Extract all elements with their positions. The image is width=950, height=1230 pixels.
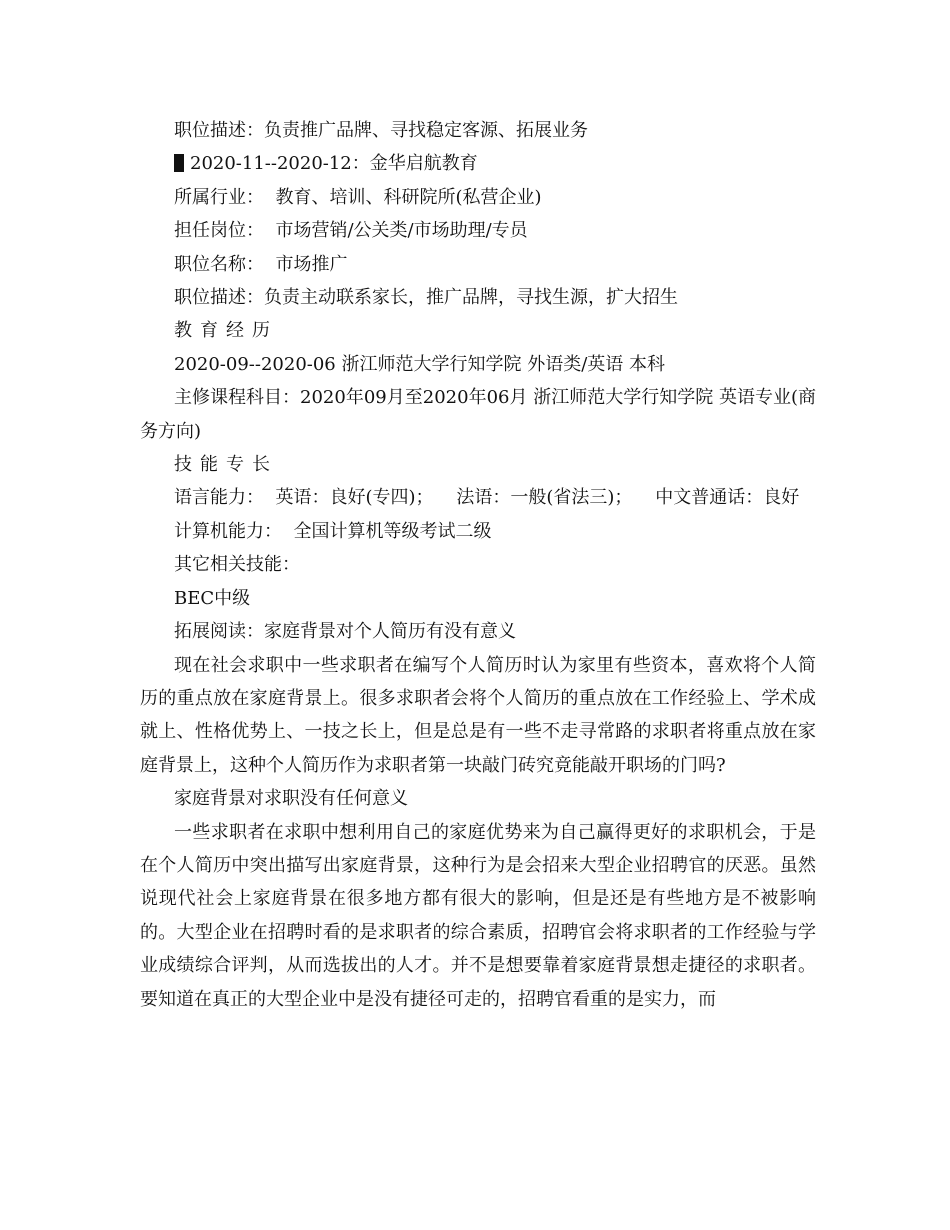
courses-paragraph: 主修课程科目：2020年09月至2020年06月 浙江师范大学行知学院 英语专业(商务方向)	[140, 387, 816, 442]
job2-description: 职位描述：负责主动联系家长，推广品牌，寻找生源，扩大招生	[174, 287, 678, 309]
job1-description: 职位描述：负责推广品牌、寻找稳定客源、拓展业务	[174, 120, 588, 141]
other-skills-label: 其它相关技能：	[174, 554, 300, 576]
job2-header-text: 2020-11--2020-12：金华启航教育	[190, 153, 478, 175]
education-entry: 2020-09--2020-06 浙江师范大学行知学院 外语类/英语 本科	[174, 353, 665, 375]
job2-industry: 所属行业： 教育、培训、科研院所(私营企业)	[174, 186, 542, 208]
job2-title: 职位名称： 市场推广	[174, 253, 348, 275]
paragraph-2: 一些求职者在求职中想利用自己的家庭优势来为自己赢得更好的求职机会，于是在个人简历中突出描写出家庭背景，这种行为是会招来大型企业招聘官的厌恶。虽然说现代社会上家庭背景在很多地方都有很大的影响，但是还是有些地方是不被影响的。大型企业在招聘时看的是求职者的综合素质，招聘官会将求职者的工作经验与学业成绩综合评判，从而选拔出的人才。并不是想要靠着家庭背景想走捷径的求职者。要知道在真正的大型企业中是没有捷径可走的，招聘官看重的是实力，而	[140, 821, 816, 1010]
other-skills-value: BEC中级	[174, 587, 251, 609]
education-heading: 教育经历	[174, 320, 278, 342]
computer-ability: 计算机能力： 全国计算机等级考试二级	[174, 520, 492, 542]
job2-position: 担任岗位： 市场营销/公关类/市场助理/专员	[174, 220, 528, 242]
skills-heading: 技能专长	[174, 454, 278, 476]
document-body	[140, 114, 816, 1016]
square-bullet-icon	[174, 154, 184, 172]
language-ability: 语言能力： 英语：良好(专四)； 法语：一般(省法三)； 中文普通话：良好	[174, 487, 800, 509]
section-subheading: 家庭背景对求职没有任何意义	[174, 788, 408, 810]
job2-header	[140, 147, 816, 180]
extended-reading-title: 拓展阅读：家庭背景对个人简历有没有意义	[174, 621, 516, 643]
paragraph-1: 现在社会求职中一些求职者在编写个人简历时认为家里有些资本，喜欢将个人简历的重点放在家庭背景上。很多求职者会将个人简历的重点放在工作经验上、学术成就上、性格优势上、一技之长上，但是总是有一些不走寻常路的求职者将重点放在家庭背景上，这种个人简历作为求职者第一块敲门砖究竟能敲开职场的门吗?	[140, 654, 816, 776]
